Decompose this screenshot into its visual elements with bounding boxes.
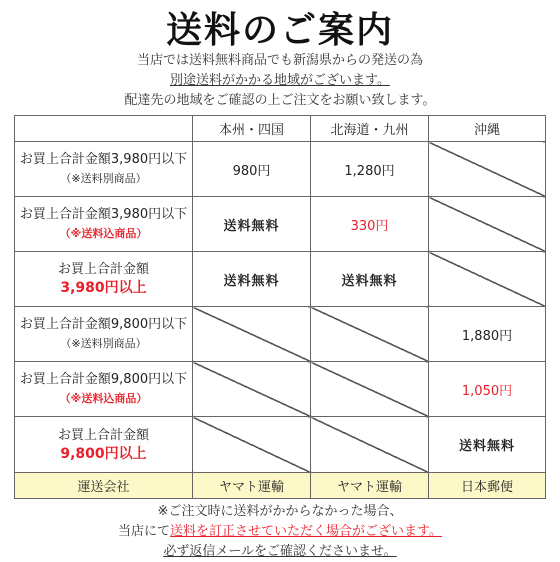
condition-cell [15, 252, 193, 307]
shipping-fee-table [14, 115, 546, 499]
not-applicable-cell [193, 417, 311, 473]
intro-line-2: 別途送料がかかる地域がございます。 [170, 73, 390, 88]
condition-line: お買上合計金額3,980円以下 [19, 152, 188, 167]
condition-cell [15, 417, 193, 473]
not-applicable-cell [193, 307, 311, 362]
free-shipping-cell: 送料無料 [311, 252, 429, 307]
carrier-honshu-shikoku: ヤマト運輸 [193, 473, 311, 499]
free-shipping-cell: 送料無料 [193, 252, 311, 307]
price-cell: 980円 [193, 142, 311, 197]
condition-line: お買上合計金額3,980円以下 [19, 207, 188, 222]
condition-subline: （※送料込商品） [59, 392, 148, 405]
condition-line: お買上合計金額 [57, 427, 149, 443]
intro-text [0, 51, 560, 111]
condition-cell [15, 142, 193, 197]
condition-subline: （※送料別商品） [60, 172, 147, 185]
table-row [15, 197, 546, 252]
free-shipping-cell: 送料無料 [193, 197, 311, 252]
table-row [15, 307, 546, 362]
header-blank-cell [15, 116, 193, 142]
not-applicable-cell [311, 417, 429, 473]
price-cell: 1,050円 [429, 362, 546, 417]
condition-line: お買上合計金額 [57, 262, 149, 277]
not-applicable-cell [311, 362, 429, 417]
condition-subline: （※送料別商品） [60, 337, 147, 350]
header-hokkaido-kyushu: 北海道・九州 [311, 116, 429, 142]
condition-threshold: 3,980円以上 [60, 280, 147, 296]
table-row [15, 417, 546, 473]
not-applicable-cell [193, 362, 311, 417]
condition-line: お買上合計金額9,800円以下 [19, 372, 188, 387]
table-row [15, 142, 546, 197]
intro-line-3: 配達先の地域をご確認の上ご注文をお願い致します。 [124, 93, 436, 108]
condition-threshold: 9,800円以上 [60, 445, 147, 462]
header-okinawa: 沖縄 [429, 116, 546, 142]
table-row [15, 362, 546, 417]
intro-line-1: 当店では送料無料商品でも新潟県からの発送の為 [136, 53, 423, 68]
not-applicable-cell [429, 142, 546, 197]
carrier-hokkaido-kyushu: ヤマト運輸 [311, 473, 429, 499]
header-honshu-shikoku: 本州・四国 [193, 116, 311, 142]
note-line-2-prefix: 当店にて [118, 524, 171, 539]
carrier-row [15, 473, 546, 499]
carrier-label: 運送会社 [15, 473, 193, 499]
not-applicable-cell [429, 197, 546, 252]
page-title: 送料のご案内 [165, 10, 394, 51]
note-line-3: 必ず返信メールをご確認くださいませ。 [163, 544, 397, 559]
note-line-2 [0, 522, 560, 542]
note-line-2-warning: 送料を訂正させていただく場合がございます。 [170, 524, 442, 539]
condition-cell [15, 362, 193, 417]
carrier-okinawa: 日本郵便 [429, 473, 546, 499]
condition-cell [15, 197, 193, 252]
notes-text [0, 502, 560, 562]
price-cell: 1,280円 [311, 142, 429, 197]
table-header-row [15, 116, 546, 142]
note-line-1: ※ご注文時に送料がかからなかった場合、 [157, 504, 403, 519]
price-cell: 330円 [311, 197, 429, 252]
condition-subline: （※送料込商品） [59, 227, 148, 240]
not-applicable-cell [429, 252, 546, 307]
condition-cell [15, 307, 193, 362]
price-cell: 1,880円 [429, 307, 546, 362]
table-row [15, 252, 546, 307]
not-applicable-cell [311, 307, 429, 362]
free-shipping-cell: 送料無料 [429, 417, 546, 473]
condition-line: お買上合計金額9,800円以下 [19, 317, 188, 332]
